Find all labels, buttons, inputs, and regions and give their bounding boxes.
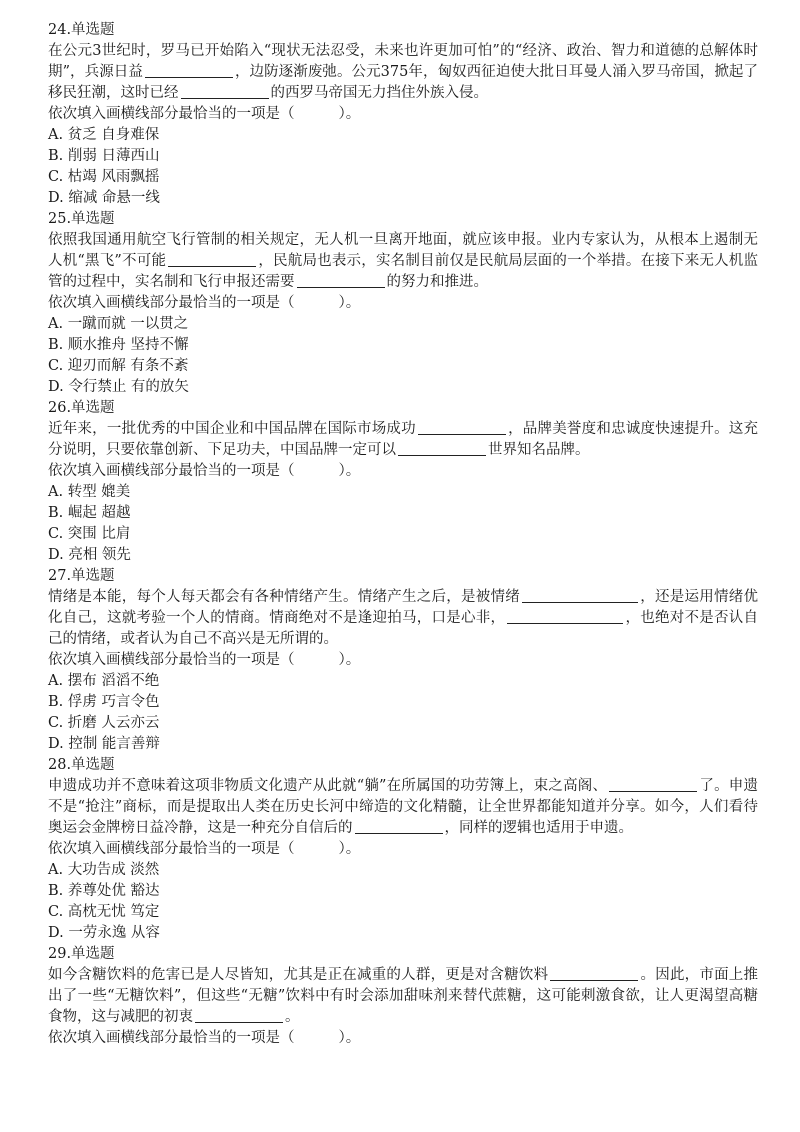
question-prompt [48,839,758,860]
question-prompt [48,1028,758,1049]
prompt-text: 依次填入画横线部分最恰当的一项是（ [48,295,295,311]
question-block [48,398,758,566]
answer-option[interactable]: B. 顺水推舟 坚持不懈 [48,337,189,353]
stem-text: 。 [285,1009,300,1025]
question-block [48,944,758,1049]
prompt-text: 依次填入画横线部分最恰当的一项是（ [48,463,295,479]
prompt-text: 依次填入画横线部分最恰当的一项是（ [48,1030,295,1046]
fill-blank [522,588,638,603]
prompt-end: ）。 [338,463,361,479]
answer-option[interactable]: A. 一蹴而就 一以贯之 [48,316,189,332]
answer-option[interactable]: D. 亮相 领先 [48,547,131,563]
fill-blank [181,84,269,99]
stem-text: ，也绝对不是否认自己的情绪，或者认为自己不高兴是无所谓的。 [48,610,758,647]
answer-option[interactable]: C. 迎刃而解 有条不紊 [48,358,189,374]
answer-option[interactable]: A. 贫乏 自身难保 [48,127,160,143]
stem-text: 在公元3世纪时，罗马已开始陷入“现状无法忍受，未来也许更加可怕”的“经济、政治、智力和道德的总解体时期”，兵源日益 [48,43,758,80]
question-prompt [48,650,758,671]
prompt-end: ）。 [338,652,361,668]
stem-text: 如今含糖饮料的危害已是人尽皆知，尤其是正在减重的人群，更是对含糖饮料 [48,967,549,983]
answer-option[interactable]: D. 令行禁止 有的放矢 [48,379,189,395]
stem-text: 世界知名品牌。 [488,442,590,458]
fill-blank [195,1008,283,1023]
fill-blank [418,420,506,435]
question-block [48,755,758,944]
answer-option[interactable]: A. 转型 媲美 [48,484,131,500]
answer-option[interactable]: C. 高枕无忧 笃定 [48,904,160,920]
question-prompt [48,104,758,125]
question-stem [48,776,758,839]
fill-blank [398,441,486,456]
stem-text: 。因此，市面上推出了一些“无糖饮料”，但这些“无糖”饮料中有时会添加甜味剂来替代蔗糖，这可能刺激食欲，让人更渴望高糖食物，这与减肥的初衷 [48,967,759,1025]
fill-blank [145,63,233,78]
question-header: 25.单选题 [48,211,115,227]
stem-text: 申遗成功并不意味着这项非物质文化遗产从此就“躺”在所属国的功劳簿上，束之高阁、 [48,778,608,794]
question-stem [48,419,758,461]
answer-option[interactable]: B. 养尊处优 豁达 [48,883,160,899]
question-header: 26.单选题 [48,400,115,416]
question-stem [48,41,758,104]
question-block [48,20,758,209]
document-page [48,20,758,1049]
stem-text: 了。申遗不是“抢注”商标，而是提取出人类在历史长河中缔造的文化精髓，让全世界都能知道并分享。如今，人们看待奥运会金牌榜日益冷静，这是一种充分自信后的 [48,778,758,836]
prompt-end: ）。 [338,106,361,122]
question-header: 28.单选题 [48,757,115,773]
fill-blank [609,777,697,792]
answer-option[interactable]: D. 缩减 命悬一线 [48,190,160,206]
stem-text: 依照我国通用航空飞行管制的相关规定，无人机一旦离开地面，就应该申报。业内专家认为，从根本上遏制无人机“黑飞”不可能 [48,232,758,269]
question-header: 24.单选题 [48,22,115,38]
prompt-text: 依次填入画横线部分最恰当的一项是（ [48,652,295,668]
answer-option[interactable]: B. 削弱 日薄西山 [48,148,160,164]
prompt-text: 依次填入画横线部分最恰当的一项是（ [48,841,295,857]
question-block [48,566,758,755]
stem-text: ，边防逐渐废弛。公元375年，匈奴西征迫使大批日耳曼人涌入罗马帝国，掀起了移民狂潮，这时已经 [48,64,758,101]
stem-text: ，品牌美誉度和忠诚度快速提升。这充分说明，只要依靠创新、下足功夫，中国品牌一定可以 [48,421,759,458]
fill-blank [297,273,385,288]
prompt-end: ）。 [338,841,361,857]
answer-option[interactable]: C. 折磨 人云亦云 [48,715,160,731]
question-stem [48,587,758,650]
stem-text: ，民航局也表示，实名制目前仅是民航局层面的一个举措。在接下来无人机监管的过程中，实名制和飞行申报还需要 [48,253,758,290]
answer-option[interactable]: B. 俘虏 巧言令色 [48,694,160,710]
question-block [48,209,758,398]
stem-text: ，还是运用情绪优化自己，这就考验一个人的情商。情商绝对不是逢迎拍马，口是心非， [48,589,758,626]
question-header: 27.单选题 [48,568,115,584]
answer-option[interactable]: A. 大功告成 淡然 [48,862,160,878]
prompt-text: 依次填入画横线部分最恰当的一项是（ [48,106,295,122]
fill-blank [355,819,443,834]
answer-option[interactable]: D. 控制 能言善辩 [48,736,160,752]
question-prompt [48,293,758,314]
prompt-end: ）。 [338,1030,361,1046]
stem-text: 的西罗马帝国无力挡住外族入侵。 [270,85,488,101]
answer-option[interactable]: C. 突围 比肩 [48,526,131,542]
answer-option[interactable]: D. 一劳永逸 从容 [48,925,160,941]
answer-option[interactable]: B. 崛起 超越 [48,505,131,521]
question-prompt [48,461,758,482]
stem-text: 情绪是本能，每个人每天都会有各种情绪产生。情绪产生之后，是被情绪 [48,589,520,605]
stem-text: 的努力和推进。 [386,274,488,290]
fill-blank [550,966,638,981]
prompt-end: ）。 [338,295,361,311]
question-stem [48,965,758,1028]
fill-blank [507,609,623,624]
stem-text: 近年来，一批优秀的中国企业和中国品牌在国际市场成功 [48,421,416,437]
question-header: 29.单选题 [48,946,115,962]
answer-option[interactable]: C. 枯竭 风雨飘摇 [48,169,160,185]
answer-option[interactable]: A. 摆布 滔滔不绝 [48,673,160,689]
stem-text: ，同样的逻辑也适用于申遗。 [444,820,633,836]
fill-blank [168,252,256,267]
question-stem [48,230,758,293]
